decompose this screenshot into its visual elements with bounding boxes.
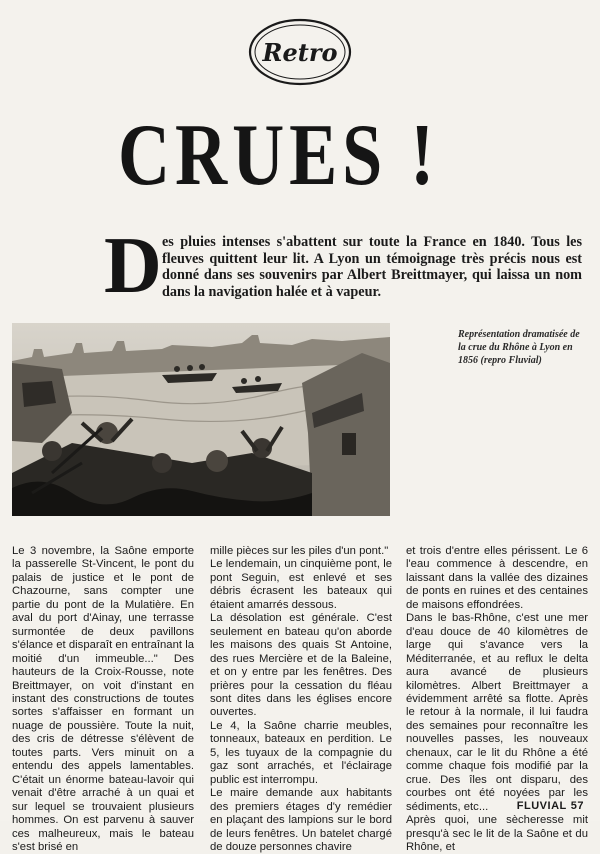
paragraph: et trois d'entre elles périssent. Le 6 l'eau commence à descendre, en laissant dans la vallée des dizaines de ponts en ruines et des centaines de maisons effondrées. — [406, 545, 588, 611]
paragraph: mille pièces sur les piles d'un pont." — [210, 545, 389, 557]
text-column-1 — [12, 545, 194, 854]
text-column-2 — [210, 545, 392, 854]
flood-engraving-image — [12, 323, 390, 516]
paragraph: Après quoi, une sècheresse mit presqu'à sec le lit de la Saône et du Rhône, et — [406, 814, 588, 853]
paragraph: Le 3 novembre, la Saône emporte la passerelle St-Vincent, le pont du palais de justice et le pont de Chazourne, sans compter une partie du pont de la Mulatière. En aval du port d'Ainay, une terrasse surmontée de deux pavillons s'élance et disparaît en entraînant la moitié d'un immeuble..." Des hauteurs de la Croix-Rousse, note Breittmayer, on voit d'instant en instant des constructions de toutes sortes s'affaisser en formant un nuage de poussière. Toute la nuit, des cris de détresse s'élèvent de toutes parts. Vers minuit on a entendu des appels lamentables. C'était un énorme bateau-lavoir qui venait d'être arraché à un quai et sur lequel se trouvaient plusieurs hommes. On est parvenu à sauver ces malheureux, mais le bateau s'est brisé en — [12, 545, 194, 853]
article-intro: es pluies intenses s'abattent sur toute la France en 1840. Tous les fleuves quittent leur lit. A Lyon un témoignage très précis nous est donné dans ses souvenirs par Albert Breittmayer, qui laissa un nom dans la navigation halée et à vapeur. — [162, 234, 582, 300]
retro-badge — [248, 18, 352, 86]
page-footer — [517, 800, 584, 812]
flood-illustration — [12, 323, 390, 516]
magazine-name: FLUVIAL — [516, 800, 567, 812]
page-number: 57 — [570, 800, 584, 812]
section-label: Retro — [262, 38, 338, 67]
drop-cap: D — [104, 222, 162, 310]
article-title: CRUES ! — [118, 107, 440, 204]
paragraph: Le lendemain, un cinquième pont, le pont Seguin, est enlevé et ses débris écrasent les bateaux qui étaient amarrés dessous. — [210, 558, 392, 611]
paragraph: Le 4, la Saône charrie meubles, tonneaux, bateaux en perdition. Le 5, les tuyaux de la compagnie du gaz sont arrachés, et l'éclairage public est interrompu. — [210, 719, 392, 786]
figure-caption: Représentation dramatisée de la crue du Rhône à Lyon en 1856 (repro Fluvial) — [458, 329, 580, 366]
paragraph: La désolation est générale. C'est seulement en bateau qu'on aborde les maisons des quais St Antoine, des rues Mercière et de la Baleine, et on y entre par les fenêtres. Des prières pour la cessation du fléau sont dites dans les églises encore ouvertes. — [210, 612, 392, 719]
paragraph: Dans le bas-Rhône, c'est une mer d'eau douce de 40 kilomètres de large qui s'avance vers la Méditerranée, et au reflux le delta aura avancé de plusieurs kilomètres. Albert Breittmayer a évidemment arrêté sa flotte. Après le retour à la normale, il lui faudra des semaines pour reconnaître les nouvelles passes, les nouveaux chenaux, car le lit du Rhône a été comme chaque fois modifié par la crue. Des îles ont disparu, des courbes ont été noyées par les sédiments, etc... — [406, 612, 588, 813]
paragraph: Le maire demande aux habitants des premiers étages d'y remédier en plaçant des lampions sur le bord de leurs fenêtres. Un batelet chargé de douze personnes chavire — [210, 787, 392, 853]
